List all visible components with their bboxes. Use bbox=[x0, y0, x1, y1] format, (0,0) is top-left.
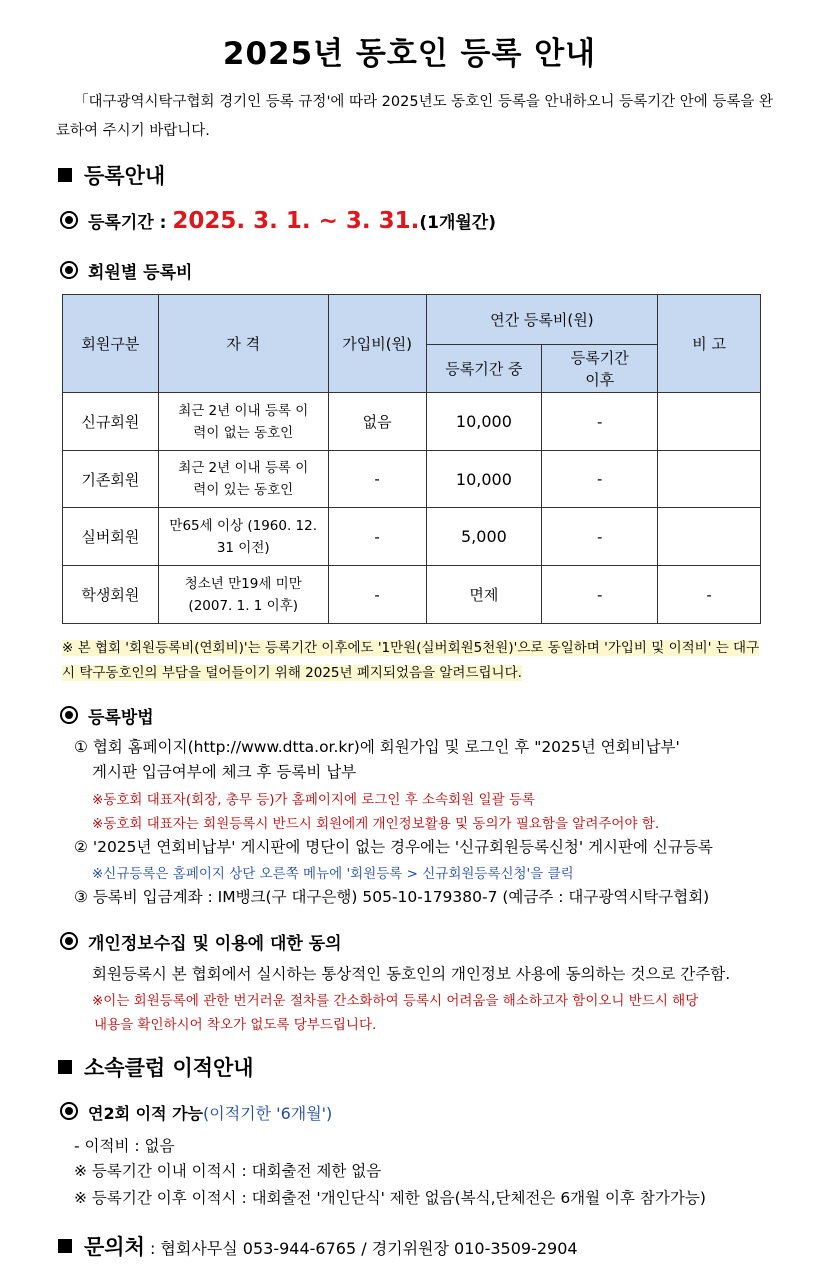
cell-qualification bbox=[158, 451, 328, 508]
cell-after: - bbox=[542, 508, 658, 566]
cell-qualification bbox=[158, 508, 328, 566]
cell-after: - bbox=[542, 451, 658, 508]
method-step2-note: ※신규등록은 홈페이지 상단 오른쪽 메뉴에 '회원등록 > 신규회원등록신청'을 클릭 bbox=[92, 866, 574, 882]
cell-join: - bbox=[328, 566, 426, 624]
transfer-sub-main: 연2회 이적 가능 bbox=[88, 1104, 204, 1123]
cell-qualification bbox=[158, 566, 328, 624]
cell-qualification-text: 청소년 만19세 미만 (2007. 1. 1 이후) bbox=[184, 575, 302, 614]
privacy-note2: 내용을 확인하시어 착오가 없도록 당부드립니다. bbox=[94, 1017, 377, 1033]
header-qualification: 자 격 bbox=[158, 295, 328, 393]
table-header-row bbox=[63, 295, 761, 345]
cell-qualification-text: 최근 2년 이내 등록 이력이 없는 동호인 bbox=[178, 402, 309, 441]
square-bullet-icon bbox=[58, 1060, 72, 1074]
circle-bullet-icon bbox=[60, 261, 78, 279]
cell-remark bbox=[658, 451, 761, 508]
square-bullet-icon bbox=[58, 168, 72, 182]
page-title: 2025년 동호인 등록 안내 bbox=[222, 36, 597, 72]
section-transfer-heading: 소속클럽 이적안내 bbox=[84, 1056, 254, 1080]
circle-bullet-icon bbox=[60, 211, 78, 229]
cell-type: 신규회원 bbox=[63, 393, 159, 451]
cell-qualification-text: 만65세 이상 (1960. 12. 31 이전) bbox=[169, 517, 318, 556]
cell-remark: - bbox=[658, 566, 761, 624]
privacy-text: 회원등록시 본 협회에서 실시하는 통상적인 동호인의 개인정보 사용에 동의하는 것으로 간주함. bbox=[92, 965, 731, 983]
intro-paragraph: 「대구광역시탁구협회 경기인 등록 규정'에 따라 2025년도 동호인 등록을 안내하오니 등록기간 안에 등록을 완료하여 주시기 바랍니다. bbox=[56, 94, 773, 139]
table-row bbox=[63, 508, 761, 566]
privacy-heading bbox=[60, 929, 342, 954]
method-step3: ③ 등록비 입금계좌 : IM뱅크(구 대구은행) 505-10-179380-7 (예금주 : 대구광역시탁구협회) bbox=[74, 888, 710, 906]
header-after-period-text: 등록기간 이후 bbox=[570, 348, 629, 389]
privacy-heading-text: 개인정보수집 및 이용에 대한 동의 bbox=[88, 934, 342, 954]
cell-remark bbox=[658, 508, 761, 566]
circle-bullet-icon bbox=[60, 706, 78, 724]
fee-heading bbox=[60, 258, 192, 283]
period-suffix: (1개월간) bbox=[419, 213, 496, 233]
square-bullet-icon bbox=[58, 1239, 72, 1253]
table-row bbox=[63, 451, 761, 508]
circle-bullet-icon bbox=[60, 932, 78, 950]
cell-during: 면제 bbox=[426, 566, 542, 624]
fee-table bbox=[62, 294, 761, 624]
period-value: 2025. 3. 1. ~ 3. 31. bbox=[172, 208, 420, 234]
table-row bbox=[63, 393, 761, 451]
cell-during: 5,000 bbox=[426, 508, 542, 566]
cell-join: 없음 bbox=[328, 393, 426, 451]
cell-type: 학생회원 bbox=[63, 566, 159, 624]
method-step1-note1: ※동호회 대표자(회장, 총무 등)가 홈페이지에 로그인 후 소속회원 일괄 등록 bbox=[92, 792, 535, 808]
method-step2: ② '2025년 연회비납부' 게시판에 명단이 없는 경우에는 '신규회원등록신청' 게시판에 신규등록 bbox=[74, 838, 713, 856]
section-transfer bbox=[58, 1052, 254, 1082]
privacy-note1: ※이는 회원등록에 관한 번거러운 절차를 간소화하여 등록시 어려움을 해소하고자 함이오니 반드시 해당 bbox=[92, 993, 699, 1009]
section-registration-heading: 등록안내 bbox=[84, 164, 166, 188]
method-step1: ① 협회 홈페이지(http://www.dtta.or.kr)에 회원가입 및 로그인 후 "2025년 연회비납부' bbox=[74, 738, 680, 756]
circle-bullet-icon bbox=[60, 1102, 78, 1120]
method-step1-note2: ※동호회 대표자는 회원등록시 반드시 회원에게 개인정보활용 및 동의가 필요함을 알려주어야 함. bbox=[92, 816, 660, 832]
transfer-line3: ※ 등록기간 이후 이적시 : 대회출전 '개인단식' 제한 없음(복식,단체전은 6개월 이후 참가가능) bbox=[74, 1189, 706, 1207]
header-during-period: 등록기간 중 bbox=[426, 345, 542, 393]
header-type: 회원구분 bbox=[63, 295, 159, 393]
table-note-text: ※ 본 협회 '회원등록비(연회비)'는 등록기간 이후에도 '1만원(실버회원5천원)'으로 동일하며 '가입비 및 이적비' 는 대구시 탁구동호인의 부담을 덜어들이기 위해 2025년 폐지되었음을 알려드립니다. bbox=[62, 640, 760, 681]
contact bbox=[58, 1231, 578, 1261]
cell-after: - bbox=[542, 393, 658, 451]
section-registration bbox=[58, 160, 165, 190]
cell-remark bbox=[658, 393, 761, 451]
method-heading-text: 등록방법 bbox=[88, 708, 154, 728]
cell-join: - bbox=[328, 451, 426, 508]
cell-type: 기존회원 bbox=[63, 451, 159, 508]
table-row bbox=[63, 566, 761, 624]
method-step1-cont: 게시판 입금여부에 체크 후 등록비 납부 bbox=[92, 763, 357, 781]
registration-period bbox=[60, 208, 496, 234]
header-annual-fee: 연간 등록비(원) bbox=[426, 295, 658, 345]
contact-text: : 협회사무실 053-944-6765 / 경기위원장 010-3509-2904 bbox=[144, 1239, 578, 1258]
transfer-line1: - 이적비 : 없음 bbox=[74, 1137, 175, 1155]
transfer-sub bbox=[60, 1101, 332, 1124]
header-remark: 비 고 bbox=[658, 295, 761, 393]
header-join-fee: 가입비(원) bbox=[328, 295, 426, 393]
table-note bbox=[62, 636, 762, 686]
cell-type: 실버회원 bbox=[63, 508, 159, 566]
contact-label: 문의처 bbox=[84, 1235, 145, 1259]
header-after-period bbox=[542, 345, 658, 393]
fee-heading-text: 회원별 등록비 bbox=[88, 263, 193, 283]
cell-join: - bbox=[328, 508, 426, 566]
transfer-line2: ※ 등록기간 이내 이적시 : 대회출전 제한 없음 bbox=[74, 1162, 382, 1180]
cell-qualification bbox=[158, 393, 328, 451]
period-label: 등록기간 : bbox=[88, 213, 173, 233]
cell-during: 10,000 bbox=[426, 393, 542, 451]
method-heading bbox=[60, 703, 154, 728]
cell-during: 10,000 bbox=[426, 451, 542, 508]
cell-qualification-text: 최근 2년 이내 등록 이력이 있는 동호인 bbox=[178, 460, 309, 498]
transfer-sub-paren: (이적기한 '6개월') bbox=[203, 1104, 333, 1123]
cell-after: - bbox=[542, 566, 658, 624]
